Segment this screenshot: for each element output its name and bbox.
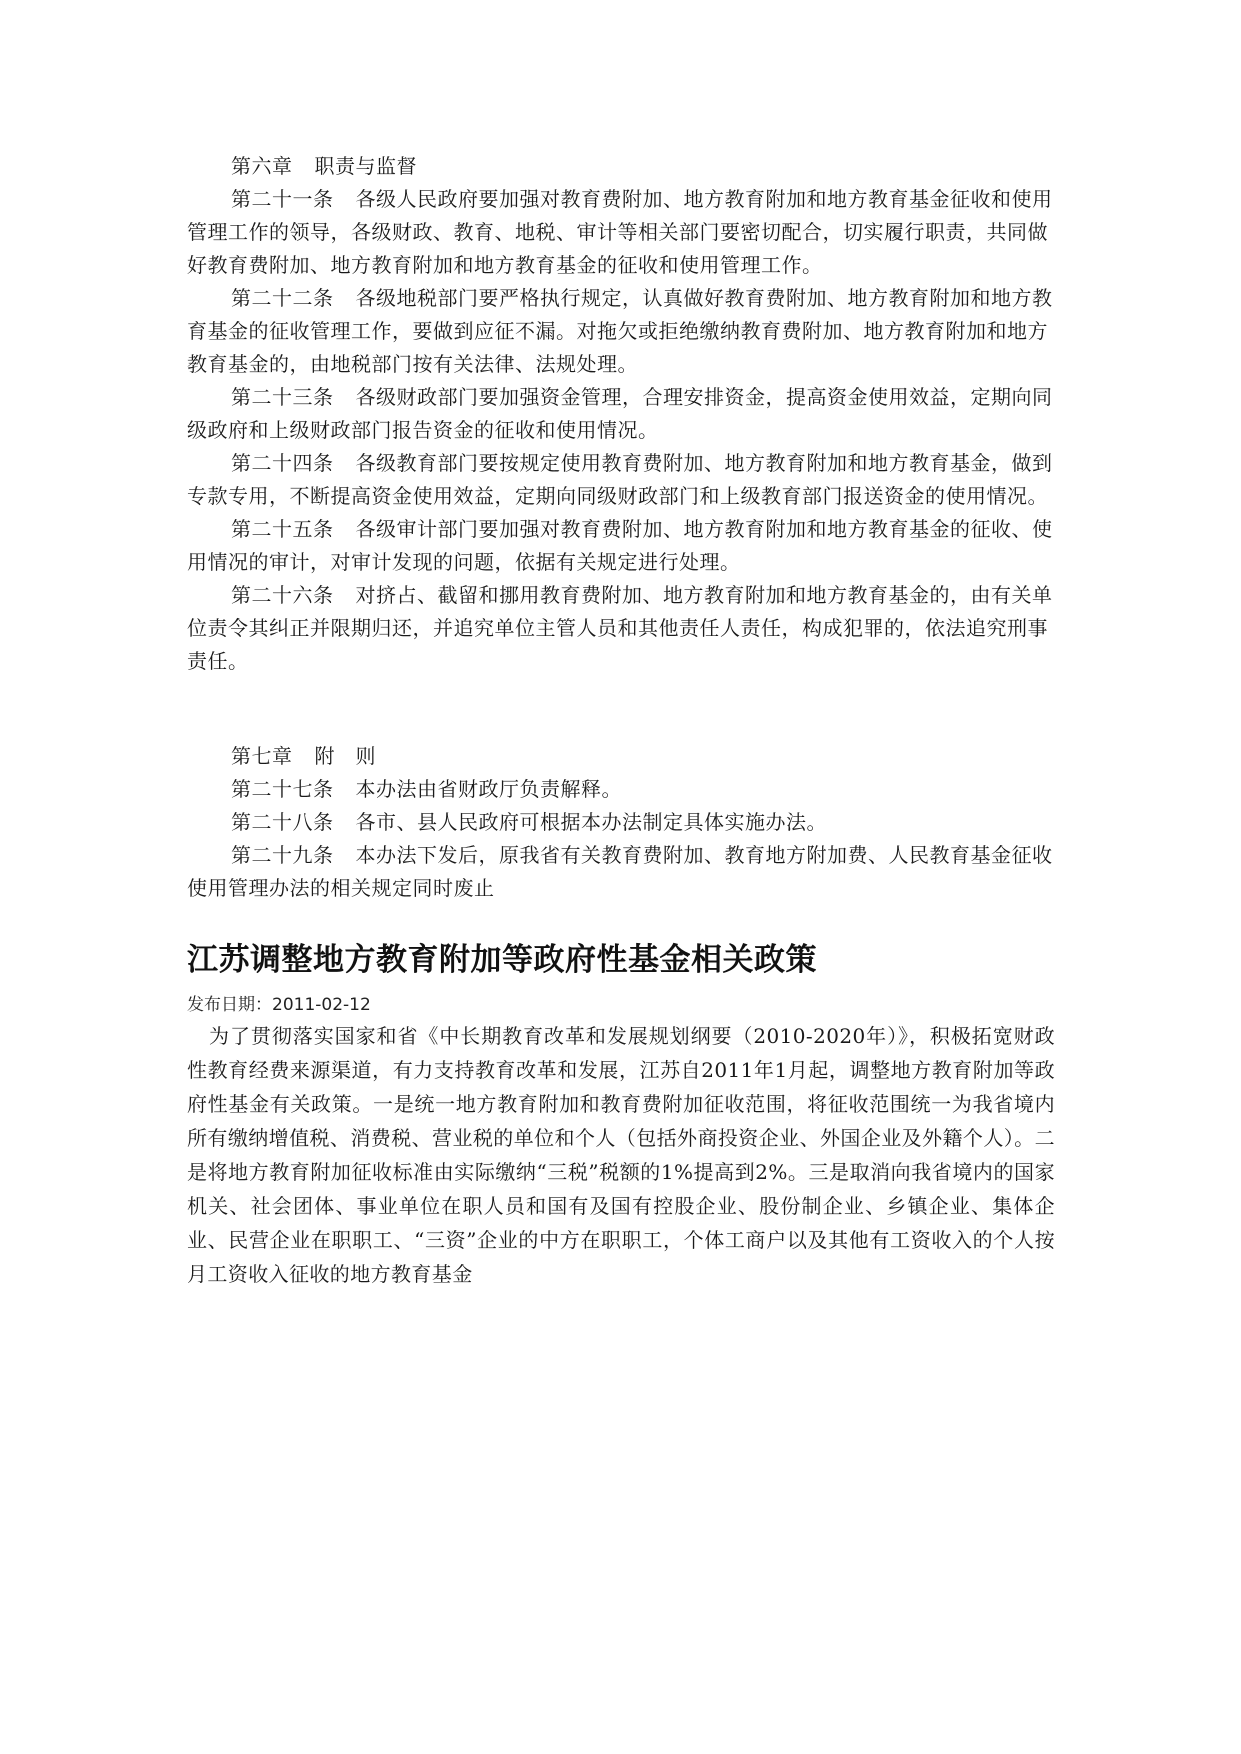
article-number: 第二十五条 [231, 517, 334, 541]
article-number: 第二十八条 [231, 810, 334, 834]
article-number: 第二十七条 [231, 777, 334, 801]
chapter-7-heading [187, 740, 1067, 773]
news-headline: 江苏调整地方教育附加等政府性基金相关政策 [187, 942, 817, 978]
article-29 [187, 839, 1067, 905]
article-22 [187, 282, 1067, 381]
article-text: 各级地税部门要严格执行规定，认真做好教育费附加、地方教育附加和地方教育基金的征收管理工作，要做到应征不漏。对拖欠或拒绝缴纳教育费附加、地方教育附加和地方教育基金的，由地税部门按有关法律、法规处理。 [187, 286, 1053, 376]
article-text: 本办法由省财政厅负责解释。 [355, 777, 622, 801]
article-26 [187, 579, 1067, 678]
article-number: 第二十一条 [231, 187, 334, 211]
article-number: 第二十二条 [231, 286, 334, 310]
chapter-6-subtitle: 职责与监督 [314, 154, 417, 178]
article-text: 对挤占、截留和挪用教育费附加、地方教育附加和地方教育基金的，由有关单位责令其纠正并限期归还，并追究单位主管人员和其他责任人责任，构成犯罪的，依法追究刑事责任。 [187, 583, 1053, 673]
article-21 [187, 183, 1067, 282]
article-text: 各市、县人民政府可根据本办法制定具体实施办法。 [355, 810, 827, 834]
article-text: 各级人民政府要加强对教育费附加、地方教育附加和地方教育基金征收和使用管理工作的领导，各级财政、教育、地税、审计等相关部门要密切配合，切实履行职责，共同做好教育费附加、地方教育附加和地方教育基金的征收和使用管理工作。 [187, 187, 1053, 277]
chapter-6-heading [187, 150, 1067, 183]
article-number: 第二十六条 [231, 583, 334, 607]
article-24 [187, 447, 1067, 513]
article-23 [187, 381, 1067, 447]
article-text: 各级审计部门要加强对教育费附加、地方教育附加和地方教育基金的征收、使用情况的审计，对审计发现的问题，依据有关规定进行处理。 [187, 517, 1053, 574]
chapter-6-title: 第六章 [231, 154, 293, 178]
article-text: 本办法下发后，原我省有关教育费附加、教育地方附加费、人民教育基金征收使用管理办法的相关规定同时废止 [187, 843, 1053, 900]
article-text: 各级财政部门要加强资金管理，合理安排资金，提高资金使用效益，定期向同级政府和上级财政部门报告资金的征收和使用情况。 [187, 385, 1053, 442]
article-number: 第二十九条 [231, 843, 334, 867]
article-25 [187, 513, 1067, 579]
article-28 [187, 806, 1067, 839]
publish-date-value: 2011-02-12 [272, 995, 371, 1015]
news-body: 为了贯彻落实国家和省《中长期教育改革和发展规划纲要（2010-2020年）》，积极拓宽财政性教育经费来源渠道，有力支持教育改革和发展，江苏自2011年1月起，调整地方教育附加等政府性基金有关政策。一是统一地方教育附加和教育费附加征收范围，将征收范围统一为我省境内所有缴纳增值税、消费税、营业税的单位和个人（包括外商投资企业、外国企业及外籍个人）。二是将地方教育附加征收标准由实际缴纳“三税”税额的1%提高到2%。三是取消向我省境内的国家机关、社会团体、事业单位在职人员和国有及国有控股企业、股份制企业、乡镇企业、集体企业、民营企业在职职工、“三资”企业的中方在职职工，个体工商户以及其他有工资收入的个人按月工资收入征收的地方教育基金 [187, 1024, 1055, 1286]
chapter-7-section [187, 740, 1067, 905]
article-number: 第二十三条 [231, 385, 334, 409]
chapter-7-subtitle: 附 则 [314, 744, 376, 768]
article-27 [187, 773, 1067, 806]
article-text: 各级教育部门要按规定使用教育费附加、地方教育附加和地方教育基金，做到专款专用，不断提高资金使用效益，定期向同级财政部门和上级教育部门报送资金的使用情况。 [187, 451, 1053, 508]
publish-date-label: 发布日期： [187, 995, 272, 1015]
publish-date-line [187, 992, 371, 1018]
article-number: 第二十四条 [231, 451, 334, 475]
chapter-6-section [187, 150, 1067, 678]
chapter-7-title: 第七章 [231, 744, 293, 768]
